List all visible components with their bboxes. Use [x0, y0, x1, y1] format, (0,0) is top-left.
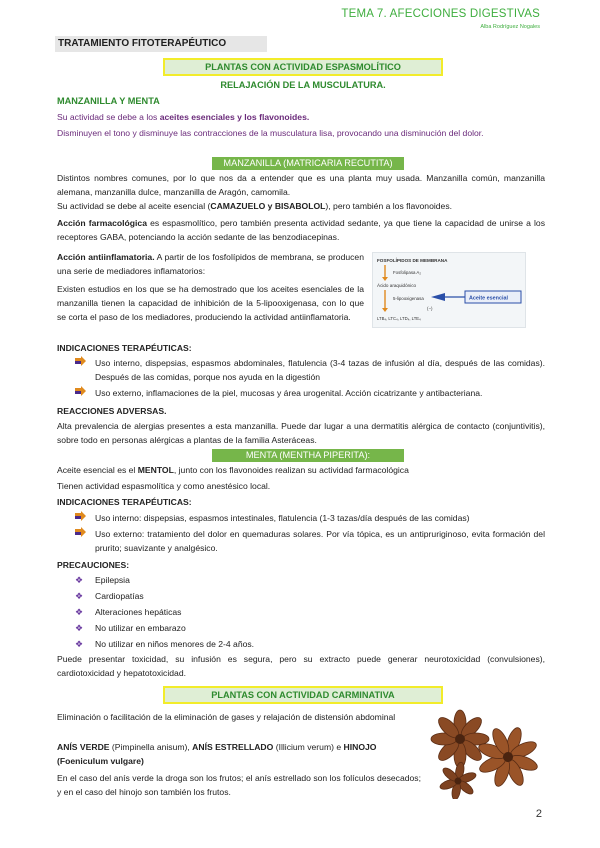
diamond-bullet-icon: ❖: [75, 591, 84, 601]
diagram-aceite-label: Aceite esencial: [469, 295, 508, 302]
manzanilla-menta-heading: MANZANILLA Y MENTA: [57, 96, 160, 106]
page-number: 2: [535, 808, 542, 820]
diagram-enzyme-2: 5-lipooxigenasa: [393, 296, 424, 301]
diagram-mid-label: Ácido araquidónico: [377, 283, 417, 288]
section-title: TRATAMIENTO FITOTERAPÉUTICO: [55, 36, 267, 52]
espasmo-activity-text: Su actividad se debe a los aceites esenciales y los flavonoides.: [57, 112, 310, 122]
carminativa-plantas: ANÍS VERDE (Pimpinella anisum), ANÍS ESTRELLADO (Illicium verum) e HINOJO (Foeniculum vulgare): [57, 742, 377, 766]
diamond-bullet-icon: ❖: [75, 639, 84, 649]
manzanilla-indicaciones-title: INDICACIONES TERAPÉUTICAS:: [57, 343, 192, 353]
star-anise-pod-3: [437, 759, 480, 799]
manzanilla-aceite-text: Su actividad se debe al aceite esencial (CAMAZUELO y BISABOLOL), pero también a los flavonoides.: [57, 201, 453, 211]
manzanilla-indicaciones-list: [57, 356, 545, 400]
menta-toxicidad-text: Puede presentar toxicidad, su infusión es segura, pero su extracto puede generar neurotoxicidad (convulsiones), cardiotoxicidad y hepatotoxicidad.: [57, 654, 545, 678]
carminativa-definicion: Eliminación o facilitación de la eliminación de gases y relajación de distensión abdominal: [57, 712, 396, 722]
document-author: Alba Rodríguez Nogales: [480, 24, 540, 30]
arrow-bullet-icon: [75, 356, 87, 370]
precauciones-title: PRECAUCIONES:: [57, 560, 130, 570]
carminativa-box: PLANTAS CON ACTIVIDAD CARMINATIVA: [163, 686, 443, 704]
list-item: ❖ Cardiopatías: [75, 591, 144, 601]
espasmolitico-box: PLANTAS CON ACTIVIDAD ESPASMOLÍTICO: [163, 58, 443, 76]
manzanilla-antiinflamatoria-text: Acción antiinflamatoria. A partir de los fosfolípidos de membrana, se producen una serie de mediadores inflamatorios:: [57, 252, 364, 276]
diagram-bottom-label: LTB₄, LTC₄, LTD₄, LTE₄: [377, 316, 421, 321]
diamond-bullet-icon: ❖: [75, 623, 84, 633]
menta-actividad-text: Tienen actividad espasmolítica y como anestésico local.: [57, 481, 271, 491]
menta-indicaciones-title: INDICACIONES TERAPÉUTICAS:: [57, 497, 192, 507]
carminativa-drogas-text: En el caso del anís verde la droga son los frutos; el anís estrellado son los folículos desecados; y en el caso del hinojo son también los frutos.: [57, 773, 421, 797]
manzanilla-farmacologica-text: Acción farmacológica es espasmolítico, pero también presenta actividad sedante, ya que tiene la capacidad de unirse a los receptores GABA, potenciando la acción sedante de las benzodiacepinas.: [57, 218, 545, 242]
lipoxygenase-pathway-diagram: [372, 252, 526, 328]
arrow-bullet-icon: [75, 386, 87, 400]
list-item: Uso externo, inflamaciones de la piel, mucosas y área urogenital. Acción cicatrizante y antibacteriana.: [57, 386, 545, 400]
menta-indicaciones-list: [57, 511, 545, 555]
menta-mentol-text: Aceite esencial es el MENTOL, junto con los flavonoides realizan su actividad farmacológica: [57, 465, 409, 475]
list-item: ❖ No utilizar en embarazo: [75, 623, 186, 633]
diagram-top-label: FOSFOLÍPIDOS DE MEMBRANA: [377, 258, 448, 263]
reacciones-adversas-text: Alta prevalencia de alergias presentes a esta manzanilla. Puede dar lugar a una dermatitis alérgica de contacto (conjuntivitis), sobre todo en personas alérgicas a plantas de la familia Asteráceas.: [57, 421, 545, 445]
arrow-bullet-icon: [75, 527, 87, 541]
reacciones-adversas-title: REACCIONES ADVERSAS.: [57, 406, 167, 416]
manzanilla-box: MANZANILLA (MATRICARIA RECUTITA): [212, 157, 404, 170]
diagram-inhibition: (−): [427, 306, 433, 311]
list-item: ❖ Alteraciones hepáticas: [75, 607, 182, 617]
document-header-title: TEMA 7. AFECCIONES DIGESTIVAS: [341, 8, 540, 20]
diagram-enzyme-1: Fosfolipasa A₂: [393, 270, 422, 275]
precauciones-list: [57, 573, 545, 653]
espasmolitico-subtitle: RELAJACIÓN DE LA MUSCULATURA.: [220, 80, 386, 90]
diamond-bullet-icon: ❖: [75, 607, 84, 617]
arrow-bullet-icon: [75, 511, 87, 525]
list-item: Uso externo: tratamiento del dolor en quemaduras solares. Por vía tópica, es un antipruriginoso, evita formación del prurito; suavizante y analgésico.: [57, 527, 545, 555]
star-anise-pod-1: [431, 710, 489, 768]
inhibition-arrow: [431, 293, 445, 301]
list-item: Uso interno, dispepsias, espasmos abdominales, flatulencia (3-4 tazas de infusión al día, después de las comidas). Después de las comidas, porque nos ayuda en la digestión: [57, 356, 545, 384]
diamond-bullet-icon: ❖: [75, 575, 84, 585]
list-item: Uso interno: dispepsias, espasmos intestinales, flatulencia (1-3 tazas/día después de las comidas): [57, 511, 545, 525]
list-item: ❖ No utilizar en niños menores de 2-4 años.: [75, 639, 255, 649]
list-item: ❖ Epilepsia: [75, 575, 130, 585]
manzanilla-names: Distintos nombres comunes, por lo que nos da a entender que es una planta muy usada. Manzanilla común, manzanilla alemana, manzanilla dulce, manzanilla de Aragón, camomila.: [57, 173, 545, 197]
star-anise-image: [424, 703, 548, 799]
arrow-2-head: [382, 308, 388, 312]
manzanilla-estudios-text: Existen estudios en los que se ha demostrado que los aceites esenciales de la manzanilla tienen la capacidad de inhibición de la 5-lipooxigenasa, con lo que se corta el paso de los mediadores, produciendo la actividad antiinflamatoria.: [57, 284, 364, 322]
arrow-1-head: [382, 277, 388, 281]
espasmo-effect-text: Disminuyen el tono y disminuye las contracciones de la musculatura lisa, provocando una disminución del dolor.: [57, 128, 484, 138]
menta-box: MENTA (MENTHA PIPERITA):: [212, 449, 404, 462]
